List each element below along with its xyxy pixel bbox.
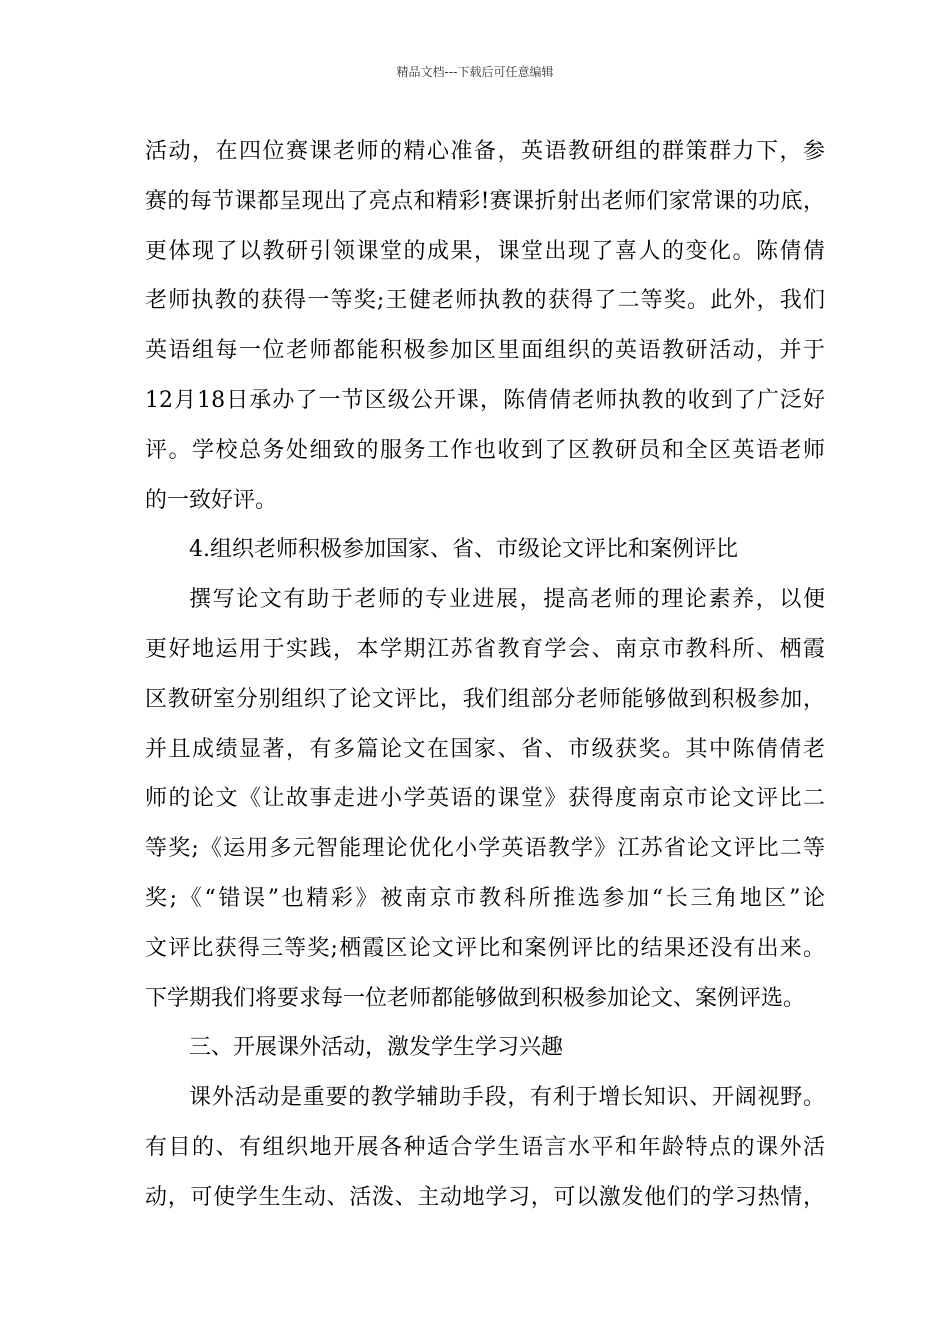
text-line: 的一致好评。 [145,487,278,513]
page-header: 精品文档---下载后可任意编辑 [396,65,554,79]
text-line: 有目的、有组织地开展各种适合学生语言水平和年龄特点的课外活 [145,1134,825,1160]
text-line: 下学期我们将要求每一位老师都能够做到积极参加论文、案例评选。 [145,985,806,1011]
section-heading: 4.组织老师积极参加国家、省、市级论文评比和案例评比 [189,537,738,563]
text-line: 更体现了以教研引领课堂的成果，课堂出现了喜人的变化。陈倩倩 [145,238,825,264]
text-line: 文评比获得三等奖;栖霞区论文评比和案例评比的结果还没有出来。 [145,935,825,961]
paragraph-first-line: 课外活动是重要的教学辅助手段，有利于增长知识、开阔视野。 [189,1085,825,1111]
text-line: 动，可使学生生动、活泼、主动地学习，可以激发他们的学习热情， [145,1184,825,1210]
text-line: 英语组每一位老师都能积极参加区里面组织的英语教研活动，并于 [145,338,825,364]
text-line: 奖;《“错误”也精彩》被南京市教科所推选参加“长三角地区”论 [145,885,825,911]
section-heading: 三、开展课外活动，激发学生学习兴趣 [189,1035,564,1061]
text-line: 活动，在四位赛课老师的精心准备，英语教研组的群策群力下，参 [145,139,825,164]
text-line: 赛的每节课都呈现出了亮点和精彩!赛课折射出老师们家常课的功底， [145,188,825,214]
text-line: 更好地运用于实践，本学期江苏省教育学会、南京市教科所、栖霞 [145,636,825,662]
text-line: 等奖;《运用多元智能理论优化小学英语教学》江苏省论文评比二等 [145,836,825,862]
document-body [145,127,825,1223]
text-line: 并且成绩显著，有多篇论文在国家、省、市级获奖。其中陈倩倩老 [145,736,825,762]
text-line: 师的论文《让故事走进小学英语的课堂》获得度南京市论文评比二 [145,786,825,812]
text-line: 12月18日承办了一节区级公开课，陈倩倩老师执教的收到了广泛好 [145,387,825,413]
text-line: 评。学校总务处细致的服务工作也收到了区教研员和全区英语老师 [145,437,825,463]
paragraph-first-line: 撰写论文有助于老师的专业进展，提高老师的理论素养，以便 [189,587,825,613]
text-line: 老师执教的获得一等奖;王健老师执教的获得了二等奖。此外，我们 [145,288,825,314]
text-line: 区教研室分别组织了论文评比，我们组部分老师能够做到积极参加， [145,686,825,712]
